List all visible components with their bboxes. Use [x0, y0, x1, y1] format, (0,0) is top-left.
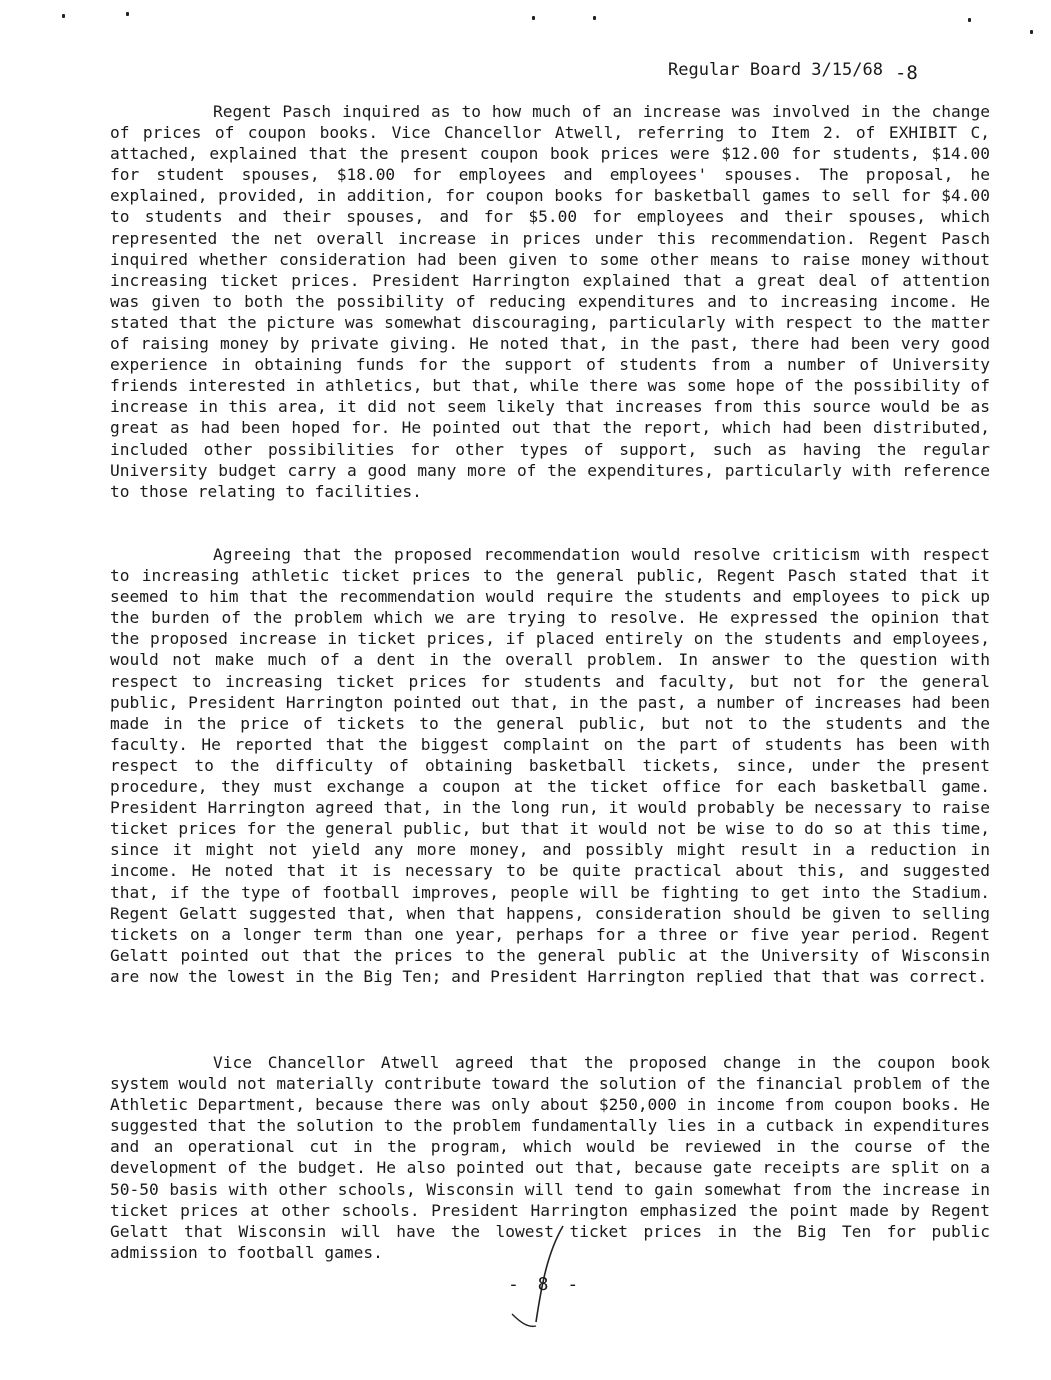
- paragraph-coupon-book-prices: Regent Pasch inquired as to how much of an increase was involved in the change of prices of coupon books. Vice Chancellor Atwell, referring to Item 2. of EXHIBIT C, attached, explained that the present coupon book prices were $12.00 for students, $14.00 for student spouses, $18.00 for employees and employees' spouses. The proposal, he explained, provided, in addition, for coupon books for basketball games to sell for $4.00 to students and their spouses, and for $5.00 for employees and their spouses, which represented the net overall increase in prices under this recommendation. Regent Pasch inquired whether consideration had been given to some other means to raise money without increasing ticket prices. President Harrington explained that a great deal of attention was given to both the possibility of reducing expenditures and to increasing income. He stated that the picture was somewhat discouraging, particularly with respect to the matter of raising money by private giving. He noted that, in the past, there had been very good experience in obtaining funds for the support of students from a number of University friends interested in athletics, but that, while there was some hope of the possibility of increase in this area, it did not seem likely that increases from this source would be as great as had been hoped for. He pointed out that the report, which had been distributed, included other possibilities for other types of support, such as having the regular University budget carry a good many more of the expenditures, particularly with reference to those relating to facilities.: [110, 102, 990, 501]
- paragraph-financial-problem: Vice Chancellor Atwell agreed that the proposed change in the coupon book system would not materially contribute toward the solution of the financial problem of the Athletic Department, because there was only about $250,000 in income from coupon books. He suggested that the solution to the problem fundamentally lies in a cutback in expenditures and an operational cut in the program, which would be reviewed in the course of the development of the budget. He also pointed out that, because gate receipts are split on a 50-50 basis with other schools, Wisconsin will tend to gain somewhat from the increase in ticket prices at other schools. President Harrington emphasized the point made by Regent Gelatt that Wisconsin will have the lowest ticket prices in the Big Ten for public admission to football games.: [110, 1053, 990, 1262]
- page-header: [668, 58, 918, 84]
- page-number: - 8 -: [508, 1274, 583, 1295]
- meeting-reference: Regular Board 3/15/68: [668, 60, 883, 80]
- paragraph-ticket-price-criticism: Agreeing that the proposed recommendation would resolve criticism with respect to increasing athletic ticket prices to the general public, Regent Pasch stated that it seemed to him that the recommendation would require the students and employees to pick up the burden of the problem which we are trying to resolve. He expressed the opinion that the proposed increase in ticket prices, if placed entirely on the students and employees, would not make much of a dent in the overall problem. In answer to the question with respect to increasing ticket prices for students and faculty, but not for the general public, President Harrington pointed out that, in the past, a number of increases had been made in the price of tickets to the general public, but not to the students and the faculty. He reported that the biggest complaint on the part of students has been with respect to the difficulty of obtaining basketball tickets, since, under the present procedure, they must exchange a coupon at the ticket office for each basketball game. President Harrington agreed that, in the long run, it would probably be necessary to raise ticket prices for the general public, but that it would not be wise to do so at this time, since it might not yield any more money, and possibly might result in a reduction in income. He noted that it is necessary to be quite practical about this, and suggested that, if the type of football improves, people will be fighting to get into the Stadium. Regent Gelatt suggested that, when that happens, consideration should be given to selling tickets on a longer term than one year, perhaps for a three or five year period. Regent Gelatt pointed out that the prices to the general public at the University of Wisconsin are now the lowest in the Big Ten; and President Harrington replied that that was correct.: [110, 545, 990, 986]
- page-marker: -8: [894, 62, 918, 84]
